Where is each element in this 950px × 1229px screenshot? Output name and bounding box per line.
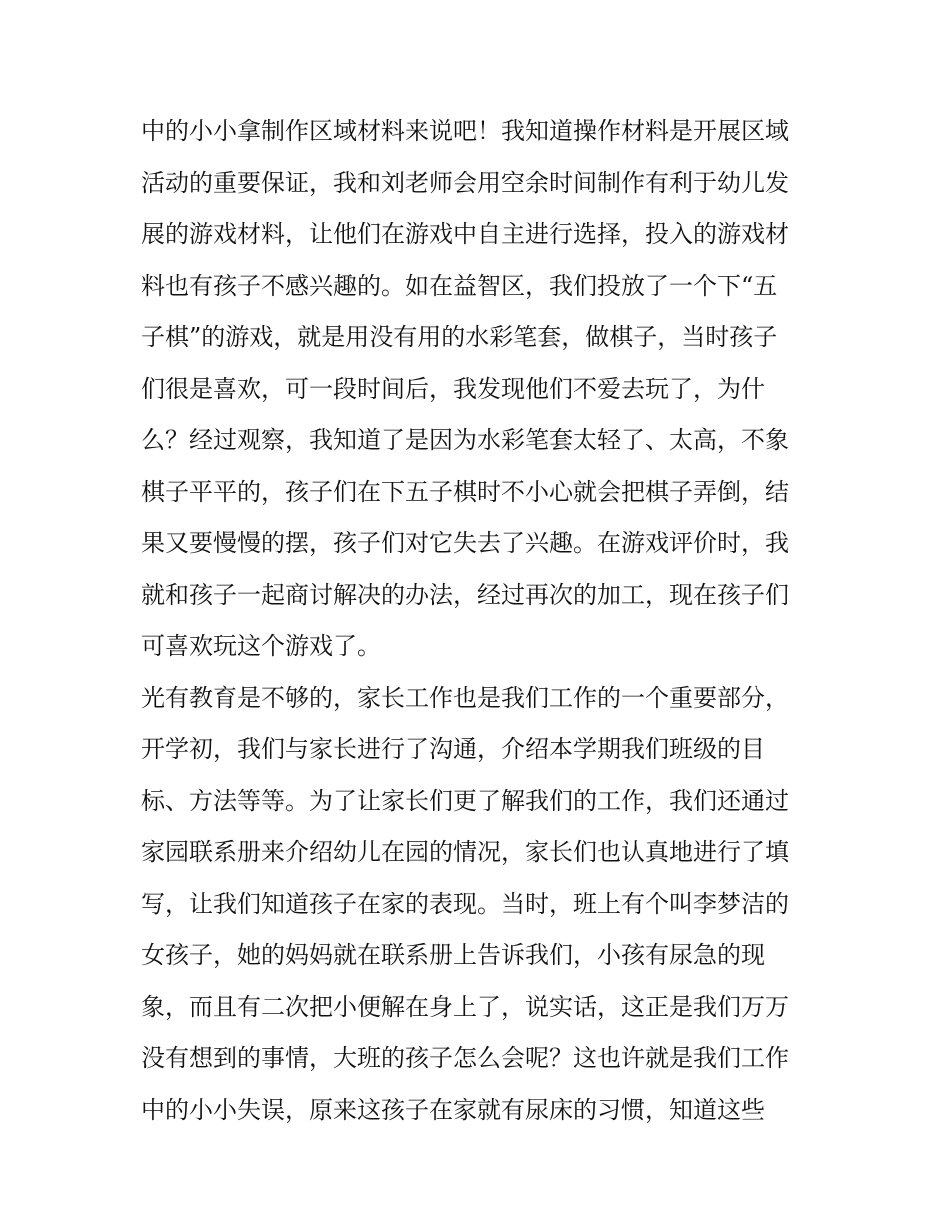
text-line-18: 象，而且有二次把小便解在身上了，说实话，这正是我们万万 xyxy=(141,992,789,1021)
text-line-5: 子棋”的游戏，就是用没有用的水彩笔套，做棋子，当时孩子 xyxy=(141,323,778,351)
text-line-13: 开学初，我们与家长进行了沟通，介绍本学期我们班级的目 xyxy=(141,735,765,763)
text-line-16: 写，让我们知道孩子在家的表现。当时，班上有个叫李梦洁的 xyxy=(141,889,789,918)
text-line-17: 女孩子，她的妈妈就在联系册上告诉我们，小孩有尿急的现 xyxy=(141,941,765,969)
text-line-20: 中的小小失误，原来这孩子在家就有尿床的习惯，知道这些 xyxy=(141,1095,765,1124)
text-line-10: 就和孩子一起商讨解决的办法，经过再次的加工，现在孩子们 xyxy=(141,580,789,609)
text-line-2: 活动的重要保证，我和刘老师会用空余时间制作有利于幼儿发 xyxy=(141,168,789,197)
text-line-12: 光有教育是不够的，家长工作也是我们工作的一个重要部分， xyxy=(141,683,789,712)
text-line-7: 么？经过观察，我知道了是因为水彩笔套太轻了、太高，不象 xyxy=(141,426,789,454)
text-line-15: 家园联系册来介绍幼儿在园的情况，家长们也认真地进行了填 xyxy=(141,838,789,866)
text-line-6: 们很是喜欢，可一段时间后，我发现他们不爱去玩了，为什 xyxy=(141,374,765,403)
text-line-3: 展的游戏材料，让他们在游戏中自主进行选择，投入的游戏材 xyxy=(141,220,789,248)
text-line-11: 可喜欢玩这个游戏了。 xyxy=(141,632,381,660)
text-line-14: 标、方法等等。为了让家长们更了解我们的工作，我们还通过 xyxy=(141,786,789,815)
text-line-4: 料也有孩子不感兴趣的。如在益智区，我们投放了一个下“五 xyxy=(141,271,778,300)
body-text xyxy=(141,106,813,1136)
text-line-8: 棋子平平的，孩子们在下五子棋时不小心就会把棋子弄倒，结 xyxy=(141,477,789,506)
text-line-1: 中的小小拿制作区域材料来说吧！我知道操作材料是开展区域 xyxy=(141,117,789,145)
text-line-19: 没有想到的事情，大班的孩子怎么会呢？这也许就是我们工作 xyxy=(141,1044,789,1072)
text-line-9: 果又要慢慢的摆，孩子们对它失去了兴趣。在游戏评价时，我 xyxy=(141,529,789,557)
